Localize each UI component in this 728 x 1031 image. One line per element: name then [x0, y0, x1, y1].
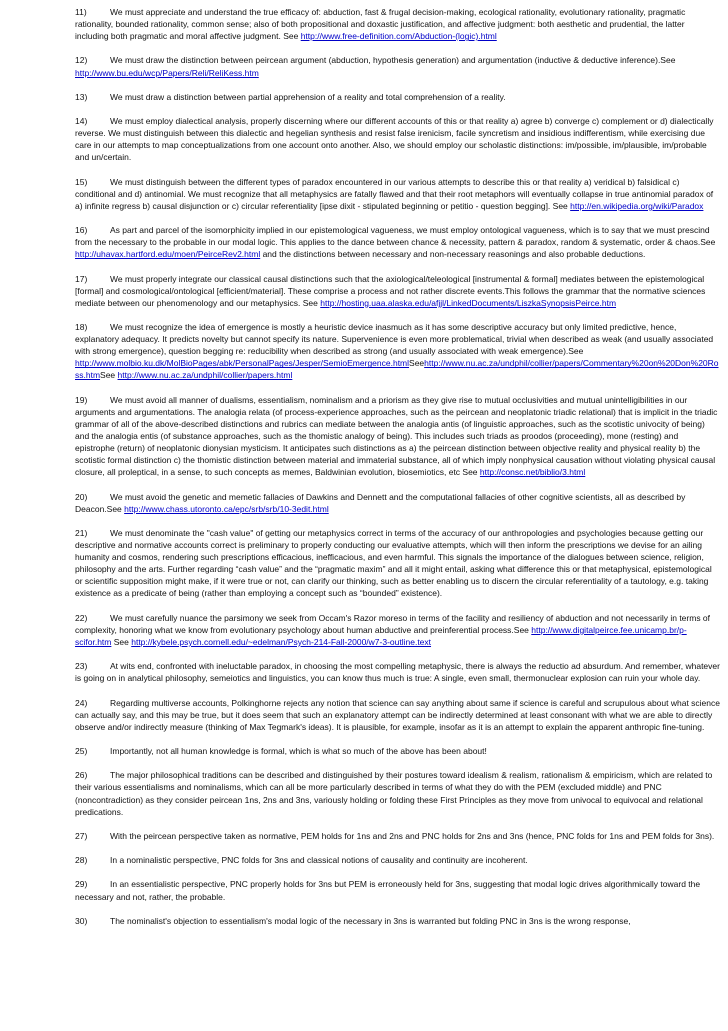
paragraph-text: As part and parcel of the isomorphicity implied in our epistemological vagueness, we must employ ontological vagueness, which is to say that we must prescind from the necessary to the probable in our modal logic. This applies to the dance between chance & necessity, pattern & paradox, random & systematic, order & chaos.See: [75, 225, 716, 248]
paragraph-text: We must recognize the idea of emergence is mostly a heuristic device inasmuch as it has some descriptive accuracy but only limited predictive, hence, explanatory adequacy. It predicts novelty but cannot specify its nature. Supervenience is even more problematical, trivial when described as weak (and usually associated with strong emergence), question begging re: reducibility when described as strong (and usually associated with weak emergence).See: [75, 322, 714, 357]
paragraph-number: 17): [75, 273, 88, 284]
paragraph-17: [75, 273, 720, 309]
paragraph-18: [75, 321, 720, 381]
paragraph-number: 29): [75, 879, 88, 890]
paragraph-text: We must avoid all manner of dualisms, essentialism, nominalism and a priorism as they give rise to mutual occlusivities and mutual unintelligibilities in our arguments and argumentations. The analogia relata (of process-experience approaches, such as the peircean and neoplatonic triadic relational) that is implicit in the triadic grammar of all of the above-described distinctions and rubrics can mediate between the analogia antis (of linguistic approaches, such as the scotistic univocity of being) and the analogia entis (of substance approaches, such as the thomistic analogy of being). This includes such triads as proodos (proceeding), mone (resting) and epistrophe (return) of neoplatonic dionysian mysticism. It anticipates such distinctions as a) the peircean distinction between objective reality and physical reality b) the scotistic formal distinction c) the thomistic distinction between material and immaterial substance, all of which imply nonphysical causation without violating physical causal closure, all proleptical, in a sense, to such concepts as memes, Baldwinian evolution, biosemiotics, etc See: [75, 394, 718, 478]
paragraph-number: 25): [75, 746, 88, 757]
paragraph-number: 24): [75, 697, 88, 708]
paragraph-number: 13): [75, 91, 88, 102]
paragraph-text: We must appreciate and understand the true efficacy of: abduction, fast & frugal decision-making, ecological rationality, evolutionary rationality, pragmatic rationality, bounded rationality, common sense; also of both propositional and doxastic justification, and affective judgment: both aesthetic and prudential, the latter including both pragmatic and moral affective judgment. See: [75, 7, 686, 42]
paragraph-number: 16): [75, 225, 88, 236]
paragraph-number: 12): [75, 55, 88, 66]
paragraph-number: 15): [75, 176, 88, 187]
paragraph-text: In an essentialistic perspective, PNC properly holds for 3ns but PEM is erroneously held for 3ns, suggesting that modal logic drives algorithmically toward the necessary and not, rather, the probable.: [75, 879, 701, 902]
paragraph-text: We must distinguish between the different types of paradox encountered in our various attempts to describe this or that reality a) veridical b) falsidical c) conditional and d) antinomial. We must recognize that all metaphysics are fatally flawed and that their root metaphors will eventually collapse in true antinomial paradox of a) infinite regress b) causal disjunction or c) circular referentiality [ipse dixit - stipulated beginning or petitio - question begging]. See: [75, 176, 714, 211]
hyperlink[interactable]: http://www.chass.utoronto.ca/epc/srb/srb/10-3edit.html: [124, 503, 329, 514]
paragraph-26: [75, 769, 720, 817]
paragraph-text: See: [409, 358, 425, 369]
paragraph-number: 30): [75, 915, 88, 926]
paragraph-number: 21): [75, 527, 88, 538]
paragraph-text: The major philosophical traditions can be described and distinguished by their postures toward idealism & realism, rationalism & empiricism, which are related to their various essentialisms and nominalisms, which can all be more particularly described in terms of what they do with the PEM (excluded middle) and PNC (noncontradiction) as they consider peircean 1ns, 2ns and 3ns, variously holding or folding these First Principles as they move from univocal to equivocal and relational predications.: [75, 770, 713, 817]
paragraph-11: [75, 6, 720, 42]
paragraph-text: Regarding multiverse accounts, Polkinghorne rejects any notion that science can say anything about same if science is careful and scrupulous about what science can actually say, and this may be true, but it does seem that such an explanatory attempt can be indirectly determined at least consonant with what we are able to directly observe and/or indirectly measure (thinking of Max Tegmark's ideas). It is plausible, for example, insofar as it is an attempt to explain the apparent anthropic fine-tuning.: [75, 697, 720, 732]
paragraph-number: 23): [75, 661, 88, 672]
hyperlink[interactable]: http://www.molbio.ku.dk/MolBioPages/abk/PersonalPages/Jesper/SemioEmergence.html: [75, 358, 410, 369]
paragraph-text: and the distinctions between necessary and non-necessary reasonings and also probable deductions.: [260, 249, 646, 260]
paragraph-16: [75, 224, 720, 260]
paragraph-15: [75, 176, 720, 212]
paragraph-23: [75, 660, 720, 684]
paragraph-text: We must employ dialectical analysis, properly discerning where our different accounts of this or that reality a) agree b) converge c) complement or d) dialectically reverse. We must distinguish between this dialectic and hegelian synthesis and resist false irenicism, facile syncretism and insidious indifferentism, while exercising due care in our attempts to map conceptualizations from one account onto another. Also, we should employ our scholastic distinctions: im/possible, im/plausible, im/probable and un/certain.: [75, 116, 714, 163]
paragraph-text: We must draw the distinction between peircean argument (abduction, hypothesis generation) and argumentation (inductive & deductive inference).See: [110, 55, 676, 66]
paragraph-text: We must denominate the "cash value" of getting our metaphysics correct in terms of the accuracy of our anthropologies and psychologies because getting our descriptive and normative accounts correct is preliminary to properly conducting our evaluative attempts, which will then inform the prescriptions we devise for an ailing humanity and cosmos, rendering such prescriptions efficacious, inefficacious, and even harmful. This signals the importance of the dialogues between science, religion, philosophy and the arts. Further regarding “cash value” and the “pragmatic maxim” and all it might entail, asking what difference this or that metaphysical, epistemological or scientific supposition might make, if it were true or not, can clarify our thinking, such as better enabling us to discern the circular referentiality of a tautology, e.g. taking existence as a predicate of being (rather than employing a concept such as “bounded” existence).: [75, 527, 712, 599]
hyperlink[interactable]: http://www.nu.ac.za/undphil/collier/papers.html: [117, 370, 293, 381]
paragraph-number: 26): [75, 770, 88, 781]
paragraph-20: [75, 491, 720, 515]
paragraph-22: [75, 612, 720, 648]
paragraph-text: We must draw a distinction between partial apprehension of a reality and total comprehension of a reality.: [110, 91, 506, 102]
paragraph-21: [75, 527, 720, 600]
paragraph-number: 20): [75, 491, 88, 502]
paragraph-29: [75, 878, 720, 902]
paragraph-12: [75, 54, 720, 78]
paragraph-number: 28): [75, 855, 88, 866]
paragraph-text: In a nominalistic perspective, PNC folds for 3ns and classical notions of causality and continuity are incoherent.: [110, 855, 528, 866]
hyperlink[interactable]: http://www.bu.edu/wcp/Papers/Reli/ReliKess.htm: [75, 67, 259, 78]
paragraph-number: 27): [75, 830, 88, 841]
paragraph-number: 14): [75, 116, 88, 127]
hyperlink[interactable]: http://www.free-definition.com/Abduction-(logic).html: [300, 31, 497, 42]
paragraph-text: At wits end, confronted with ineluctable paradox, in choosing the most compelling metaphysic, there is always the reductio ad absurdum. And remember, whatever is going on in analytical philosophy, semeiotics and linguistics, you can know thus much is true: A single, even small, thermonuclear explosion can ruin your whole day.: [75, 661, 720, 684]
paragraph-text: We must avoid the genetic and memetic fallacies of Dawkins and Dennett and the computational fallacies of other cognitive scientists, all as described by Deacon.See: [75, 491, 686, 514]
hyperlink[interactable]: http://consc.net/biblio/3.html: [479, 467, 586, 478]
paragraph-25: [75, 745, 720, 757]
hyperlink[interactable]: http://hosting.uaa.alaska.edu/afjjl/LinkedDocuments/LiszkaSynopsisPeirce.htm: [320, 297, 617, 308]
paragraph-number: 18): [75, 322, 88, 333]
paragraph-text: We must carefully nuance the parsimony we seek from Occam's Razor moreso in terms of the facility and resiliency of abduction and not necessarily in terms of complexity, honoring what we know from evolutionary psychology about human abductive and preinferential process.See: [75, 612, 711, 635]
paragraph-number: 11): [75, 7, 87, 17]
paragraph-19: [75, 394, 720, 479]
paragraph-text: The nominalist's objection to essentialism's modal logic of the necessary in 3ns is warranted but folding PNC in 3ns is the wrong response,: [110, 915, 631, 926]
hyperlink[interactable]: http://en.wikipedia.org/wiki/Paradox: [570, 200, 704, 211]
hyperlink[interactable]: http://www.digitalpeirce.fee.unicamp.br/p-scifor.htm: [75, 624, 687, 647]
paragraph-13: [75, 91, 720, 103]
hyperlink[interactable]: http://uhavax.hartford.edu/moen/PeirceRev2.html: [75, 249, 261, 260]
paragraph-28: [75, 854, 720, 866]
paragraph-text: We must properly integrate our classical causal distinctions such that the axiological/teleological [instrumental & formal] mediates between the epistemological [formal] and cosmological/ontological [efficient/material]. These comprise a process and not rather discrete events.This follows the grammar that the normative sciences mediate between our phenomenology and our metaphysics. See: [75, 273, 706, 308]
paragraph-30: [75, 915, 720, 927]
paragraph-text: See: [111, 636, 132, 647]
hyperlink[interactable]: http://www.nu.ac.za/undphil/collier/papers/Commentary%20on%20Don%20Ross.htm: [75, 358, 719, 381]
paragraph-text: Importantly, not all human knowledge is formal, which is what so much of the above has been about!: [110, 746, 487, 757]
paragraph-14: [75, 115, 720, 163]
paragraph-27: [75, 830, 720, 842]
paragraph-24: [75, 697, 720, 733]
paragraph-number: 22): [75, 612, 88, 623]
paragraph-text: See: [100, 370, 118, 381]
paragraph-number: 19): [75, 394, 88, 405]
paragraph-text: With the peircean perspective taken as normative, PEM holds for 1ns and 2ns and PNC holds for 2ns and 3ns (hence, PNC folds for 1ns and PEM folds for 3ns).: [110, 830, 715, 841]
hyperlink[interactable]: http://kybele.psych.cornell.edu/~edelman/Psych-214-Fall-2000/w7-3-outline.text: [131, 636, 432, 647]
